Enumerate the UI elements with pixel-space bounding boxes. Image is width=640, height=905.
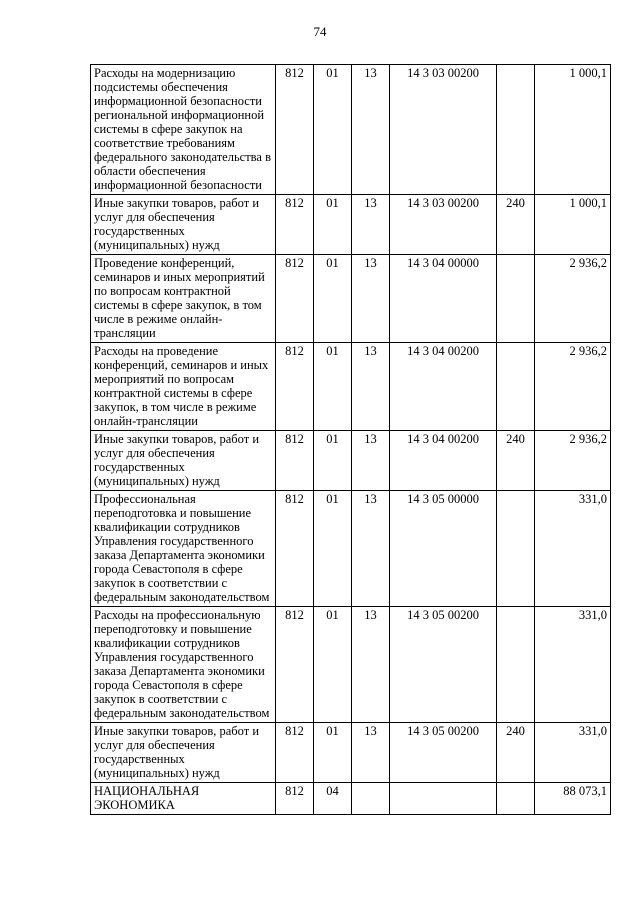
row-gl: 812 [276, 343, 314, 431]
row-gl: 812 [276, 607, 314, 723]
row-gl: 812 [276, 723, 314, 783]
row-sum: 2 936,2 [535, 431, 611, 491]
row-vr: 240 [497, 431, 535, 491]
row-pr: 13 [352, 607, 390, 723]
row-pr [352, 783, 390, 815]
row-rz: 01 [314, 723, 352, 783]
table-row [91, 491, 611, 607]
row-pr: 13 [352, 343, 390, 431]
row-name: Иные закупки товаров, работ и услуг для обеспечения государственных (муниципальных) нужд [91, 195, 276, 255]
row-cs: 14 3 05 00200 [390, 723, 497, 783]
row-cs: 14 3 04 00000 [390, 255, 497, 343]
table-row [91, 343, 611, 431]
row-gl: 812 [276, 491, 314, 607]
row-cs: 14 3 05 00200 [390, 607, 497, 723]
row-cs [390, 783, 497, 815]
row-vr [497, 783, 535, 815]
table-row [91, 783, 611, 815]
row-name: Профессиональная переподготовка и повышение квалификации сотрудников Управления государственного заказа Департамента экономики города Севастополя в сфере закупок в соответствии с федеральным законодательством [91, 491, 276, 607]
row-vr [497, 65, 535, 195]
row-pr: 13 [352, 431, 390, 491]
row-rz: 01 [314, 255, 352, 343]
table-row [91, 431, 611, 491]
row-rz: 01 [314, 195, 352, 255]
row-rz: 01 [314, 431, 352, 491]
table-row [91, 195, 611, 255]
row-name: Проведение конференций, семинаров и иных мероприятий по вопросам контрактной системы в сфере закупок, в том числе в режиме онлайн-трансляции [91, 255, 276, 343]
table-row [91, 607, 611, 723]
row-sum: 331,0 [535, 607, 611, 723]
row-name: Расходы на проведение конференций, семинаров и иных мероприятий по вопросам контрактной системы в сфере закупок, в том числе в режиме онлайн-трансляции [91, 343, 276, 431]
row-cs: 14 3 03 00200 [390, 195, 497, 255]
row-pr: 13 [352, 255, 390, 343]
row-name: Расходы на модернизацию подсистемы обеспечения информационной безопасности региональной информационной системы в сфере закупок на соответствие требованиям федерального законодательства в области обеспечения информационной безопасности [91, 65, 276, 195]
row-name: НАЦИОНАЛЬНАЯ ЭКОНОМИКА [91, 783, 276, 815]
budget-table [90, 64, 611, 815]
row-sum: 2 936,2 [535, 343, 611, 431]
row-vr [497, 607, 535, 723]
row-name: Расходы на профессиональную переподготовку и повышение квалификации сотрудников Управления государственного заказа Департамента экономики города Севастополя в сфере закупок в соответствии с федеральным законодательством [91, 607, 276, 723]
row-gl: 812 [276, 255, 314, 343]
row-vr [497, 491, 535, 607]
row-pr: 13 [352, 195, 390, 255]
row-rz: 04 [314, 783, 352, 815]
row-rz: 01 [314, 65, 352, 195]
row-vr: 240 [497, 723, 535, 783]
row-rz: 01 [314, 607, 352, 723]
row-gl: 812 [276, 195, 314, 255]
row-name: Иные закупки товаров, работ и услуг для обеспечения государственных (муниципальных) нужд [91, 723, 276, 783]
row-rz: 01 [314, 491, 352, 607]
row-cs: 14 3 03 00200 [390, 65, 497, 195]
row-sum: 2 936,2 [535, 255, 611, 343]
row-gl: 812 [276, 783, 314, 815]
row-sum: 331,0 [535, 723, 611, 783]
row-cs: 14 3 04 00200 [390, 431, 497, 491]
row-rz: 01 [314, 343, 352, 431]
table-row [91, 65, 611, 195]
row-pr: 13 [352, 491, 390, 607]
row-pr: 13 [352, 65, 390, 195]
row-sum: 88 073,1 [535, 783, 611, 815]
row-gl: 812 [276, 65, 314, 195]
row-name: Иные закупки товаров, работ и услуг для обеспечения государственных (муниципальных) нужд [91, 431, 276, 491]
table-row [91, 255, 611, 343]
table-row [91, 723, 611, 783]
row-sum: 331,0 [535, 491, 611, 607]
row-cs: 14 3 04 00200 [390, 343, 497, 431]
row-gl: 812 [276, 431, 314, 491]
row-sum: 1 000,1 [535, 65, 611, 195]
page-number: 74 [313, 24, 327, 39]
row-vr: 240 [497, 195, 535, 255]
row-vr [497, 255, 535, 343]
row-sum: 1 000,1 [535, 195, 611, 255]
row-pr: 13 [352, 723, 390, 783]
row-cs: 14 3 05 00000 [390, 491, 497, 607]
row-vr [497, 343, 535, 431]
